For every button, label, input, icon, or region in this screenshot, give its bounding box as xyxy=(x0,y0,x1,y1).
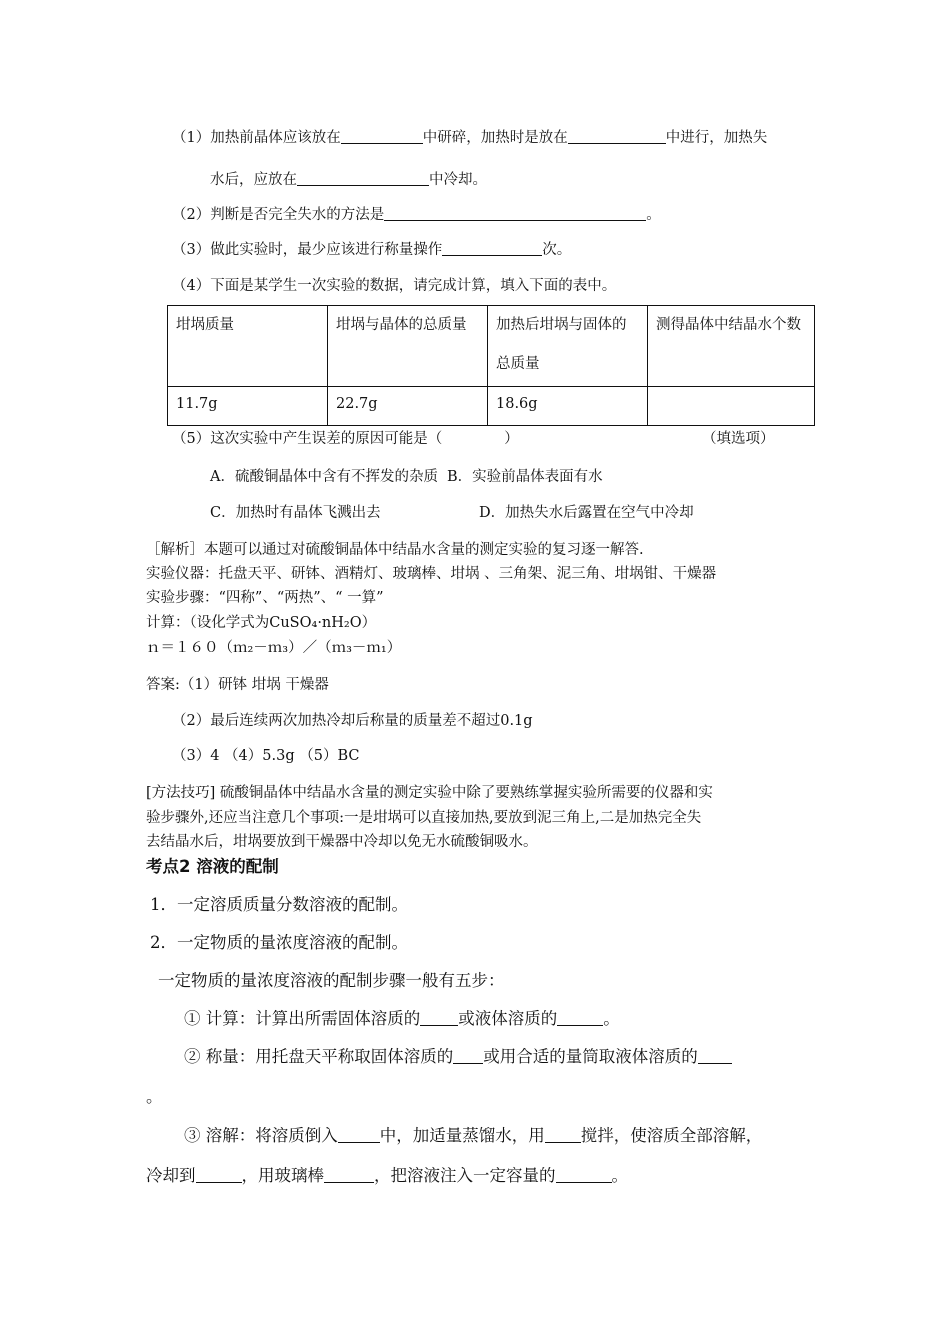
option-c: C．加热时有晶体飞溅出去 xyxy=(210,505,381,521)
analysis-line-2: 实验仪器：托盘天平、研钵、酒精灯、玻璃棒、坩埚 、三角架、泥三角、坩埚钳、干燥器 xyxy=(146,566,717,582)
answer-blank[interactable] xyxy=(698,1049,732,1064)
step2-text-b: 或用合适的量筒取液体溶质的 xyxy=(483,1047,698,1066)
answer-blank[interactable] xyxy=(545,1128,581,1143)
analysis-line-5: ｎ＝１６０（ｍ₂－ｍ₃）／（ｍ₃－ｍ₁） xyxy=(146,640,402,656)
analysis-line-4: 计算：（设化学式为CuSO₄·nH₂O） xyxy=(146,615,377,631)
question-2 xyxy=(172,205,661,225)
method-line-3: 去结晶水后，坩埚要放到干燥器中冷却以免无水硫酸铜吸水。 xyxy=(146,834,538,850)
q1-text-d: 水后，应放在 xyxy=(210,172,297,188)
question-3 xyxy=(172,240,571,260)
table-header-row xyxy=(168,306,815,387)
q5-text-a: （5）这次实验中产生误差的原因可能是（ xyxy=(172,431,443,447)
step2-text-a: ② 称量：用托盘天平称取固体溶质的 xyxy=(184,1047,454,1066)
table-header-cell: 测得晶体中结晶水个数 xyxy=(648,306,815,387)
step3-text-e: ，用玻璃棒 xyxy=(241,1166,324,1185)
step3-text-g: 。 xyxy=(611,1166,628,1185)
table-header-cell: 加热后坩埚与固体的总质量 xyxy=(488,306,648,387)
step3-text-f: ，把溶液注入一定容量的 xyxy=(374,1166,556,1185)
question-5 xyxy=(172,429,519,449)
answer-blank[interactable] xyxy=(568,129,666,144)
analysis-line-1: ［解析］本题可以通过对硫酸铜晶体中结晶水含量的测定实验的复习逐一解答. xyxy=(146,542,644,558)
answer-blank[interactable] xyxy=(442,241,542,256)
q2-text-b: 。 xyxy=(646,207,661,223)
step-3-line-2 xyxy=(146,1165,628,1187)
table-cell: 22.7g xyxy=(328,387,488,426)
answer-blank[interactable] xyxy=(557,1011,603,1026)
answer-line-2: （2）最后连续两次加热冷却后称量的质量差不超过0.1g xyxy=(172,713,533,729)
q1-text-c: 中进行，加热失 xyxy=(665,130,768,146)
analysis-line-3: 实验步骤：“四称”、“两热”、“ 一算” xyxy=(146,590,384,606)
section-title: 考点2 溶液的配制 xyxy=(146,857,279,876)
step3-text-a: ③ 溶解：将溶质倒入 xyxy=(184,1126,338,1145)
step1-text-c: 。 xyxy=(603,1009,620,1028)
answer-blank[interactable] xyxy=(338,1128,380,1143)
answer-blank[interactable] xyxy=(324,1168,374,1183)
section-item-2: 2．一定物质的量浓度溶液的配制。 xyxy=(150,933,408,952)
table-header-cell: 坩埚质量 xyxy=(168,306,328,387)
q1-text-b: 中研碎，加热时是放在 xyxy=(422,130,568,146)
step3-text-c: 搅拌，使溶质全部溶解， xyxy=(580,1126,763,1145)
answer-blank[interactable] xyxy=(384,206,646,221)
data-table xyxy=(167,305,815,426)
table-header-cell: 坩埚与晶体的总质量 xyxy=(328,306,488,387)
step-1 xyxy=(184,1008,620,1030)
answer-blank[interactable] xyxy=(297,171,429,186)
section-item-1: 1．一定溶质质量分数溶液的配制。 xyxy=(150,895,408,914)
q3-text-b: 次。 xyxy=(542,242,572,258)
q5-text-b: ） xyxy=(504,431,519,447)
option-d: D．加热失水后露置在空气中冷却 xyxy=(479,505,694,521)
answer-line-1: 答案:（1）研钵 坩埚 干燥器 xyxy=(146,677,329,693)
q5-note: （填选项） xyxy=(702,431,775,447)
table-cell: 11.7g xyxy=(168,387,328,426)
table-row xyxy=(168,387,815,426)
answer-blank[interactable] xyxy=(556,1168,612,1183)
section-intro: 一定物质的量浓度溶液的配制步骤一般有五步： xyxy=(158,971,505,990)
answer-blank[interactable] xyxy=(196,1168,242,1183)
q1-text-a: （1）加热前晶体应该放在 xyxy=(172,130,341,146)
step1-text-b: 或液体溶质的 xyxy=(458,1009,558,1028)
step-3-line-1 xyxy=(184,1125,762,1147)
method-line-1: [方法技巧] 硫酸铜晶体中结晶水含量的测定实验中除了要熟练掌握实验所需要的仪器和实 xyxy=(146,785,713,801)
q3-text-a: （3）做此实验时，最少应该进行称量操作 xyxy=(172,242,443,258)
answer-blank[interactable] xyxy=(453,1049,483,1064)
q2-text-a: （2）判断是否完全失水的方法是 xyxy=(172,207,385,223)
step1-text-a: ① 计算：计算出所需固体溶质的 xyxy=(184,1009,421,1028)
step-2-end: 。 xyxy=(146,1087,163,1106)
option-a: A．硫酸铜晶体中含有不挥发的杂质 xyxy=(210,469,438,485)
answer-line-3: （3）4 （4）5.3g （5）BC xyxy=(172,748,360,764)
table-cell: 18.6g xyxy=(488,387,648,426)
step-2 xyxy=(184,1046,732,1068)
answer-blank[interactable] xyxy=(341,129,423,144)
q1-text-e: 中冷却。 xyxy=(429,172,487,188)
option-b: B．实验前晶体表面有水 xyxy=(447,469,603,485)
step3-text-d: 冷却到 xyxy=(146,1166,196,1185)
question-4: （4）下面是某学生一次实验的数据，请完成计算，填入下面的表中。 xyxy=(172,278,617,294)
question-1-line-1 xyxy=(172,128,767,148)
table-cell-empty[interactable] xyxy=(648,387,815,426)
question-1-line-2 xyxy=(210,170,487,190)
method-line-2: 验步骤外,还应当注意几个事项:一是坩埚可以直接加热,要放到泥三角上,二是加热完全失 xyxy=(146,810,702,826)
step3-text-b: 中，加适量蒸馏水，用 xyxy=(379,1126,545,1145)
answer-blank[interactable] xyxy=(420,1011,458,1026)
